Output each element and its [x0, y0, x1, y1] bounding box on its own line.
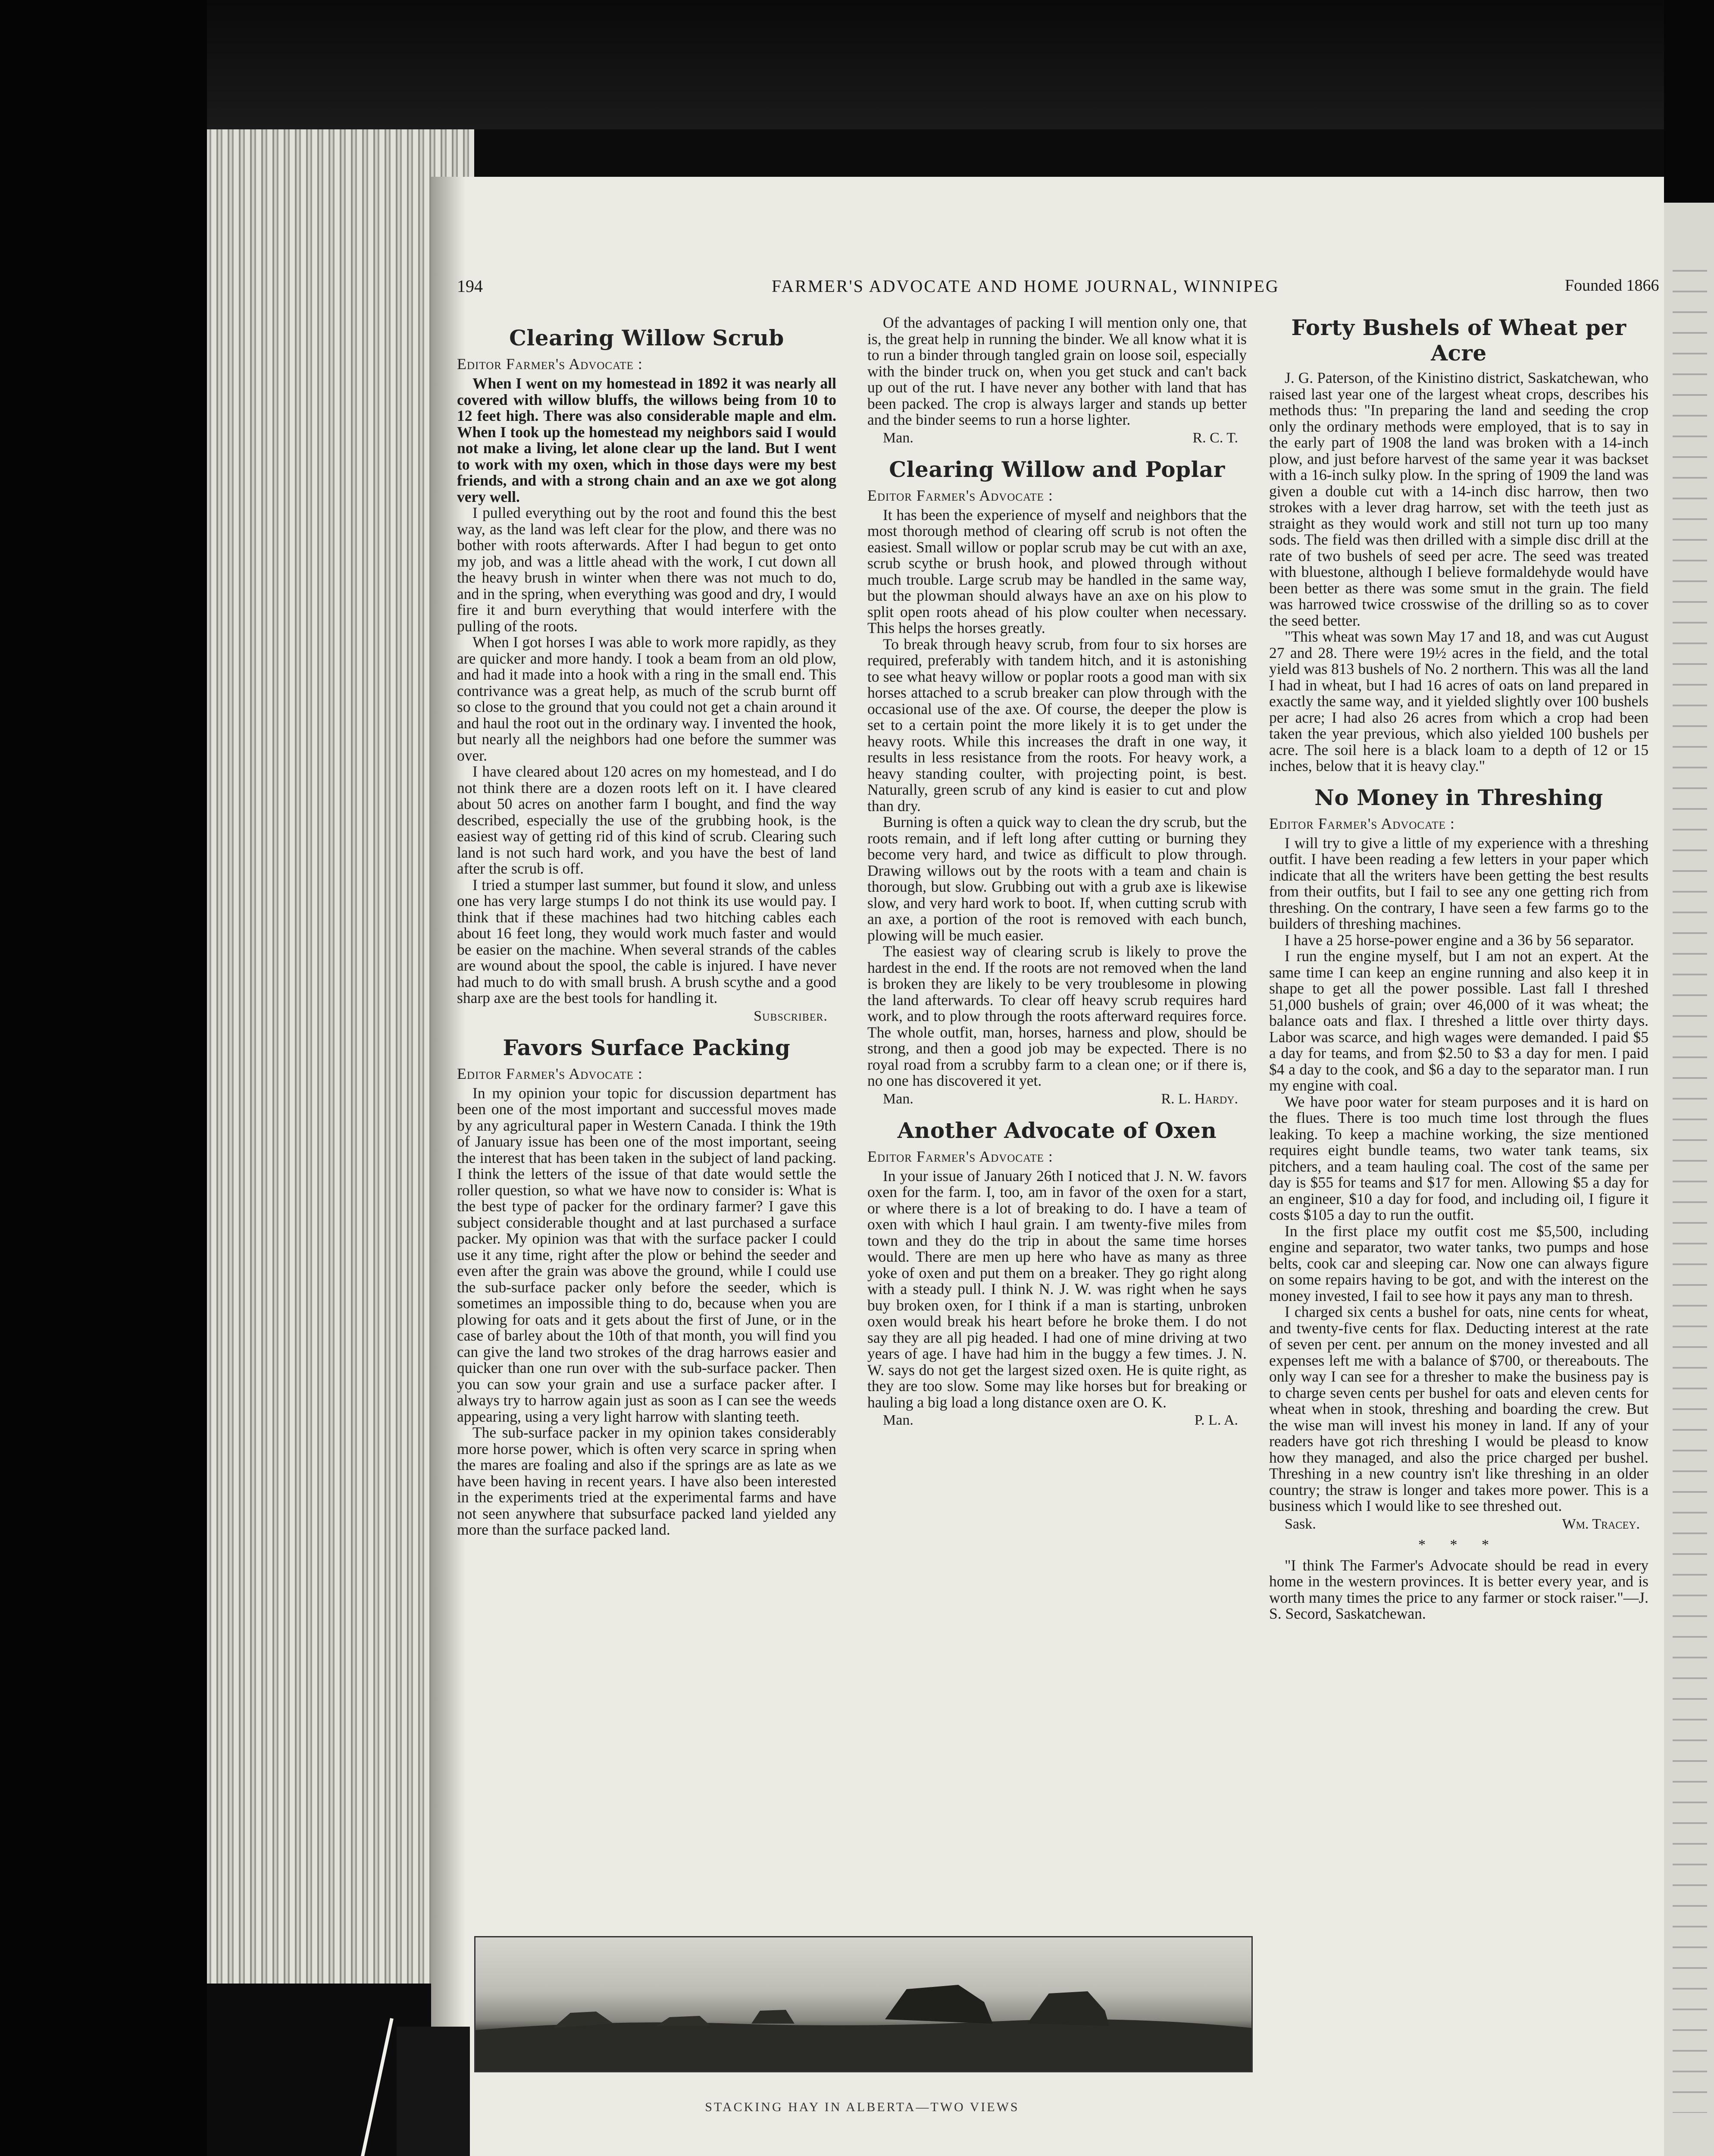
paragraph: The easiest way of clearing scrub is likely to prove the hardest in the end. If the roots are not removed when the land is broken they are likely to be very troublesome in plowing the land afterwards. To clear off heavy scrub requires hard work, and to plow through the roots afterward requires force. The whole outfit, man, horses, harness and plow, should be strong, and then a good job may be expected. There is no royal road from a scrubby farm to a clean one; or if there is, no one has discovered it yet. [867, 943, 1247, 1089]
scan-background-left [0, 0, 207, 2156]
article-clearing-willow-scrub [457, 325, 836, 1025]
paragraph: I have cleared about 120 acres on my homestead, and I do not think there are a dozen roots left on it. I have cleared about 50 acres on another farm I bought, and find the way described, especially the use of the grubbing hook, is the easiest way of getting rid of this kind of scrub. Clearing such land is not such hard work, and you have the best of land after the scrub is off. [457, 763, 836, 877]
column-3 [1269, 315, 1648, 1622]
editor-salutation: Editor Farmer's Advocate : [867, 1147, 1053, 1165]
signature-line [867, 1412, 1247, 1429]
scan-background-top [207, 0, 1664, 129]
article-title: Clearing Willow Scrub [509, 325, 784, 351]
photo-caption: STACKING HAY IN ALBERTA—TWO VIEWS [705, 2100, 1020, 2114]
paragraph: To break through heavy scrub, from four to six horses are required, preferably with tandem hitch, and it is astonishing to see what heavy willow or poplar roots a good man with six horses attached to a scrub breaker can plow through with the occasional use of the axe. Of course, the deeper the plow is set to a certain point the more likely it is to get under the heavy roots. While this increases the draft in one way, it results in less resistance from the roots. For heavy work, a heavy standing coulter, with projecting point, is best. Naturally, green scrub of any kind is easier to cut and plow than dry. [867, 635, 1247, 815]
signature-line [1269, 1516, 1648, 1532]
page-number: 194 [457, 276, 483, 296]
haystack-photo-illustration [475, 1937, 1251, 2071]
article-title: Forty Bushels of Wheat per Acre [1291, 315, 1626, 366]
editor-salutation: Editor Farmer's Advocate : [457, 1065, 643, 1082]
article-title: No Money in Threshing [1314, 784, 1603, 810]
article-favors-surface-packing [457, 1035, 836, 1538]
signature-place: Man. [883, 1091, 913, 1107]
signature-line [867, 1091, 1247, 1107]
signature: Subscriber. [754, 1008, 828, 1024]
signature: R. C. T. [1192, 429, 1238, 446]
editor-salutation: Editor Farmer's Advocate : [457, 355, 643, 373]
paragraph: It has been the experience of myself and neighbors that the most thorough method of clearing off scrub is not often the easiest. Small willow or poplar scrub may be cut with an axe, scrub scythe or brush hook, and plowed through without much trouble. Large scrub may be handled in the same way, but the plowman should always have an axe on his plow to split open roots ahead of his plow coulter when necessary. This helps the horses greatly. [867, 506, 1247, 636]
paragraph: In my opinion your topic for discussion department has been one of the most important and successful moves made by any agricultural paper in Western Canada. I think the 19th of January issue has been one of the most important, seeing the interest that has been taken in the subject of land packing. I think the letters of the issue of that date would settle the roller question, so what we have now to consider is: What is the best type of packer for the ordinary farmer? I gave this subject considerable thought and at last purchased a surface packer. My opinion was that with the surface packer I could use it any time, right after the plow or behind the seeder and even after the grain was above the ground, while I could use the sub-surface packer only before the seeder, which is sometimes an impossible thing to do, because when you are plowing for oats and it gets about the first of June, or in the case of barley about the 10th of that month, you will find you can give the land two strokes of the drag harrows easier and quicker than one run over with the sub-surface packer. Then you can sow your grain and use a surface packer after. I always try to harrow again just as soon as I can see the weeds appearing, using a very light harrow with slanting teeth. [457, 1084, 836, 1425]
paragraph: I pulled everything out by the root and found this the best way, as the land was left clear for the plow, and there was no bother with roots afterwards. After I had begun to get onto my job, and was a little ahead with the work, I cut down all the heavy brush in winter when there was not much to do, and in the spring, when everything was good and dry, I would fire it and burn everything that would interfere with the pulling of the roots. [457, 504, 836, 635]
page-corner-shadow [397, 2027, 470, 2156]
journal-title: FARMER'S ADVOCATE AND HOME JOURNAL, WINNIPEG [772, 276, 1279, 296]
column-2 [867, 315, 1247, 1433]
signature: P. L. A. [1194, 1412, 1238, 1428]
paragraph: Burning is often a quick way to clean the dry scrub, but the roots remain, and if left long after cutting or burning they become very hard, and twice as difficult to plow through. Drawing willows out by the roots with a team and chain is thorough, but slow. Grubbing out with a grub axe is likewise slow, and very hard work to boot. If, when cutting scrub with an axe, a portion of the root is removed with each bunch, plowing will be much easier. [867, 813, 1247, 944]
paragraph: Of the advantages of packing I will mention only one, that is, the great help in running the binder. We all know what it is to run a binder through tangled grain on loose soil, especially with the binder truck on, when you get stuck and can't back up out of the rut. I have never any bother with land that has been packed. The crop is always larger and stands up better and the binder seems to run a horse lighter. [867, 314, 1247, 428]
paragraph: In your issue of January 26th I noticed that J. N. W. favors oxen for the farm. I, too, am in favor of the oxen for a start, or where there is a lot of breaking to do. I have a team of oxen with which I haul grain. I am twenty-five miles from town and they do the trip in about the same time horses would. There are men up here who have as many as three yoke of oxen and put them on a breaker. They go right along with a steady pull. I think N. J. W. was right when he says buy broken oxen, for I think if a man is starting, unbroken oxen would break his heart before he broke them. I do not say they are all pig headed. I had one of mine driving at two years of age. I have had him in the buggy a few times. J. N. W. says do not get the largest sized oxen. He is quite right, as they are too slow. Some may like horses but for breaking or hauling a big load a long distance oxen are O. K. [867, 1167, 1247, 1411]
paragraph: J. G. Paterson, of the Kinistino district, Saskatchewan, who raised last year one of the largest wheat crops, describes his methods thus: "In preparing the land and seeding the crop only the ordinary methods were employed, that is to say in the early part of 1908 the land was broken with a 14-inch plow, and just before harvest of the same year it was backset with a 16-inch sulky plow. In the spring of 1909 the land was given a double cut with a 14-inch disc harrow, then two strokes with a lever drag harrow, set with the teeth just as straight as they would work and still not turn up too many sods. The field was then drilled with a simple disc drill at the rate of two bushels of seed per acre. The seed was treated with bluestone, although I believe formaldehyde would have been better as there was some smut in the grain. The field was harrowed twice crosswise of the drilling so as to cover the seed better. [1269, 369, 1648, 629]
adjacent-page-text [1673, 259, 1707, 2113]
article-another-advocate-of-oxen [867, 1118, 1247, 1429]
paragraph: I run the engine myself, but I am not an expert. At the same time I can keep an engine running and also keep it in shape to get all the power possible. Last fall I threshed 51,000 bushels of grain; over 46,000 of it was wheat; the balance oats and flax. I threshed a little over thirty days. Labor was scarce, and high wages were demanded. I paid $5 a day for teams, and from $2.50 to $3 a day for men. I paid $4 a day to the cook, and $6 a day to the separator man. I run my engine with coal. [1269, 947, 1648, 1094]
editor-salutation: Editor Farmer's Advocate : [1269, 815, 1455, 832]
paragraph: We have poor water for steam purposes and it is hard on the flues. There is too much time lost through the flues leaking. To keep a machine working, the size mentioned requires eight bundle teams, two water tank teams, six pitchers, and a team hauling coal. The cost of the same per day is $55 for teams and $17 for men. Allowing $5 a day for an engineer, $10 a day for food, and including oil, I figure it costs $105 a day to run the outfit. [1269, 1093, 1648, 1223]
article-clearing-willow-and-poplar [867, 457, 1247, 1107]
founded-note: Founded 1866 [1565, 276, 1659, 295]
signature-line [867, 430, 1247, 446]
article-no-money-in-threshing [1269, 785, 1648, 1532]
haystack-photo [474, 1936, 1253, 2072]
paragraph: When I went on my homestead in 1892 it was nearly all covered with willow bluffs, the willows being from 10 to 12 feet high. There was also considerable maple and elm. When I took up the homestead my neighbors said I would not make a living, let alone clear up the land. But I went to work with my oxen, which in those days were my best friends, and with a strong chain and an axe we got along very well. [457, 375, 836, 505]
signature: R. L. Hardy. [1161, 1091, 1238, 1107]
column-1 [457, 315, 836, 1538]
section-separator: * * * [1418, 1536, 1499, 1553]
article-title: Favors Surface Packing [503, 1034, 791, 1060]
signature-place: Sask. [1285, 1516, 1316, 1532]
article-title: Clearing Willow and Poplar [889, 456, 1225, 482]
paragraph: I will try to give a little of my experience with a threshing outfit. I have been reading a few letters in your paper which indicate that all the writers have been getting the best results from their outfits, but I fail to see any one getting rich from threshing. On the contrary, I have seen a few farms go to the builders of threshing machines. [1269, 834, 1648, 932]
paragraph: In the first place my outfit cost me $5,500, including engine and separator, two water tanks, two pumps and hose belts, cook car and sleeping car. Now one can always figure on some repairs having to be got, and with the interest on the money invested, I fail to see how it pays any man to thresh. [1269, 1222, 1648, 1304]
editor-salutation: Editor Farmer's Advocate : [867, 486, 1053, 504]
paragraph: When I got horses I was able to work more rapidly, as they are quicker and more handy. I took a beam from an old plow, and had it made into a hook with a ring in the small end. This contrivance was a great help, as much of the scrub burnt off so close to the ground that you could not get a chain around it and haul the root out in the ordinary way. I invented the hook, but nearly all the neighbors had one before the summer was over. [457, 633, 836, 764]
signature-place: Man. [883, 429, 913, 446]
paragraph: "This wheat was sown May 17 and 18, and was cut August 27 and 28. There were 19½ acres in the field, and the total yield was 813 bushels of No. 2 northern. This was all the land I had in wheat, but I had 16 acres of oats on land prepared in exactly the same way, and it yielded slightly over 100 bushels per acre; I had also 26 acres from which a crop had been taken the year previous, which also yielded 100 bushels per acre. The soil here is a black loam to a depth of 12 or 15 inches, below that it is heavy clay." [1269, 628, 1648, 774]
testimonial-quote: "I think The Farmer's Advocate should be read in every home in the western provinces. It is better every year, and is worth many times the price to any farmer or stock raiser."—J. S. Secord, Saskatchewan. [1269, 1556, 1648, 1622]
paragraph: I have a 25 horse-power engine and a 36 by 56 separator. [1285, 931, 1634, 949]
paragraph: I tried a stumper last summer, but found it slow, and unless one has very large stumps I do not think its use would pay. I think that if these machines had two hitching cables each about 16 feet long, they would work much faster and would be easier on the machine. When several strands of the cables are wound about the spool, the cable is injured. I have never had much to do with small brush. A brush scythe and a good sharp axe are the best tools for handling it. [457, 876, 836, 1006]
signature: Wm. Tracey. [1562, 1516, 1640, 1532]
signature-place: Man. [883, 1412, 913, 1428]
binding-strap [320, 2018, 394, 2156]
paragraph: I charged six cents a bushel for oats, nine cents for wheat, and twenty-five cents for flax. Deducting interest at the rate of seven per cent. per annum on the money invested and all expenses left me with a balance of $700, or thereabouts. The only way I can see for a thresher to make the business pay is to charge seven cents per bushel for oats and eleven cents for wheat when in stook, threshing and boarding the crew. But the wise man will invest his money in land. If any of your readers have got rich threshing I would be pleasd to know how they managed, and also the price charged per bushel. Threshing in a new country isn't like threshing in an older country; the straw is longer and takes more power. This is a business which I would like to see threshed out. [1269, 1303, 1648, 1514]
article-forty-bushels [1269, 315, 1648, 774]
article-title: Another Advocate of Oxen [897, 1117, 1217, 1143]
paragraph: The sub-surface packer in my opinion takes considerably more horse power, which is often very scarce in spring when the mares are foaling and also if the springs are as late as we have been having in recent years. I have also been interested in the experiments tried at the experimental farms and have not seen anywhere that subsurface packed land yielded any more than the surface packed land. [457, 1424, 836, 1538]
signature-line [457, 1008, 836, 1025]
